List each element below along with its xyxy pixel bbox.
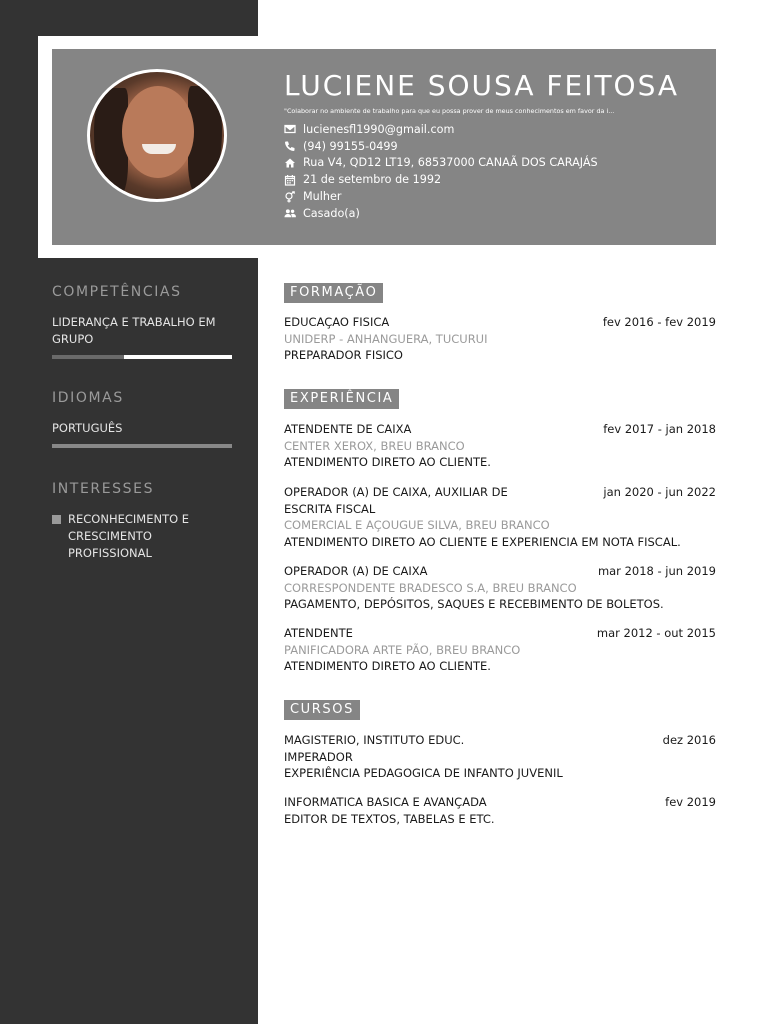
experiencia-entry: OPERADOR (A) DE CAIXA mar 2018 - jun 2019 CORRESPONDENTE BRADESCO S.A, BREU BRANCO PAGAMENTO, DEPÓSITOS, SAQUES E RECEBIMENTO DE BOLETOS. [284, 564, 716, 612]
formacao-entry: EDUCAÇAO FISICA fev 2016 - fev 2019 UNIDERP - ANHANGUERA, TUCURUI PREPARADOR FISICO [284, 315, 716, 363]
header [52, 49, 716, 245]
contact-list [284, 121, 598, 222]
calendar-icon [284, 174, 296, 186]
curso-entry: MAGISTERIO, INSTITUTO EDUC. IMPERADOR dez 2016 EXPERIÊNCIA PEDAGOGICA DE INFANTO JUVENIL [284, 733, 716, 781]
contact-address: Rua V4, QD12 LT19, 68537000 CANAÃ DOS CARAJÁS [284, 155, 598, 172]
idiomas-section [52, 390, 232, 448]
contact-gender: Mulher [284, 188, 598, 205]
interesses-section [52, 481, 232, 562]
idioma-level-bar [52, 444, 232, 448]
idiomas-title: IDIOMAS [52, 390, 124, 406]
experiencia-entry: OPERADOR (A) DE CAIXA, AUXILIAR DE ESCRITA FISCAL jan 2020 - jun 2022 COMERCIAL E AÇOUGUE SILVA, BREU BRANCO ATENDIMENTO DIRETO AO CLIENTE E EXPERIENCIA EM NOTA FISCAL. [284, 485, 716, 549]
competencias-section [52, 284, 232, 359]
home-icon [284, 157, 296, 169]
cursos-title: CURSOS [284, 700, 360, 720]
interesse-item: RECONHECIMENTO E CRESCIMENTO PROFISSIONAL [52, 511, 232, 562]
experiencia-title: EXPERIÊNCIA [284, 389, 399, 409]
gender-icon [284, 191, 296, 203]
interesses-title: INTERESSES [52, 481, 155, 497]
contact-phone[interactable]: (94) 99155-0499 [284, 138, 598, 155]
contact-email[interactable]: lucienesfl1990@gmail.com [284, 121, 598, 138]
idioma-item: PORTUGUÊS [52, 421, 123, 435]
experiencia-entry: ATENDENTE mar 2012 - out 2015 PANIFICADORA ARTE PÃO, BREU BRANCO ATENDIMENTO DIRETO AO CLIENTE. [284, 626, 716, 674]
profile-photo [87, 69, 227, 202]
envelope-icon [284, 123, 296, 135]
competencia-item: LIDERANÇA E TRABALHO EM GRUPO [52, 315, 216, 346]
candidate-name: LUCIENE SOUSA FEITOSA [284, 69, 680, 102]
competencia-level-bar [52, 355, 232, 359]
objective-text: "Colaborar no ambiente de trabalho para que eu possa prover de meus conhecimentos em favor da i... [284, 107, 615, 115]
bullet-square-icon [52, 515, 61, 524]
competencias-title: COMPETÊNCIAS [52, 284, 182, 300]
formacao-title: FORMAÇÃO [284, 283, 383, 303]
contact-marital-status: Casado(a) [284, 205, 598, 222]
contact-birthdate: 21 de setembro de 1992 [284, 171, 598, 188]
experiencia-entry: ATENDENTE DE CAIXA fev 2017 - jan 2018 CENTER XEROX, BREU BRANCO ATENDIMENTO DIRETO AO CLIENTE. [284, 422, 716, 470]
users-icon [284, 207, 296, 219]
curso-entry: INFORMATICA BASICA E AVANÇADA fev 2019 EDITOR DE TEXTOS, TABELAS E ETC. [284, 795, 716, 826]
phone-icon [284, 140, 296, 152]
